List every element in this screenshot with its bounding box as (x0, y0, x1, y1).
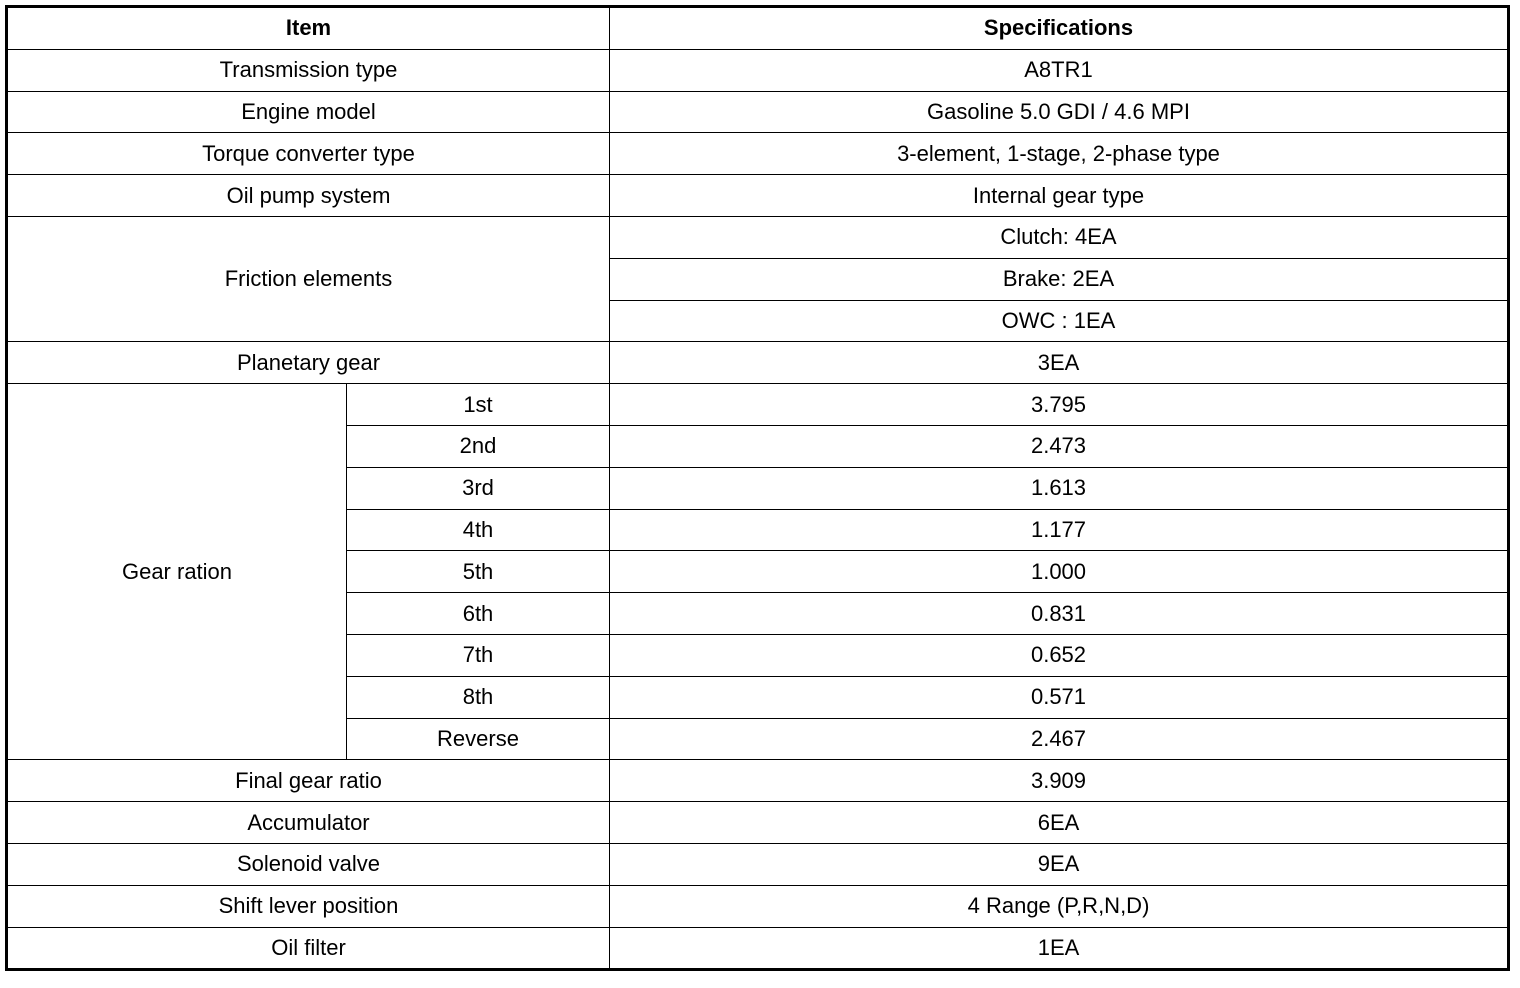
gear-value: 0.571 (610, 676, 1509, 718)
row-label-friction-elements: Friction elements (7, 216, 610, 341)
gear-label: 6th (347, 593, 610, 635)
gear-value: 0.652 (610, 634, 1509, 676)
gear-label: 4th (347, 509, 610, 551)
row-value: OWC : 1EA (610, 300, 1509, 342)
gear-value: 0.831 (610, 593, 1509, 635)
table-row (7, 216, 1509, 258)
gear-label: Reverse (347, 718, 610, 760)
table-row (7, 802, 1509, 844)
specifications-table (5, 5, 1510, 971)
row-value: 6EA (610, 802, 1509, 844)
row-label: Planetary gear (7, 342, 610, 384)
gear-label: 5th (347, 551, 610, 593)
gear-value: 2.467 (610, 718, 1509, 760)
row-value: 3.909 (610, 760, 1509, 802)
row-label: Shift lever position (7, 885, 610, 927)
header-specifications: Specifications (610, 7, 1509, 50)
row-value: 4 Range (P,R,N,D) (610, 885, 1509, 927)
row-value: Internal gear type (610, 175, 1509, 217)
gear-label: 2nd (347, 425, 610, 467)
row-label: Engine model (7, 91, 610, 133)
gear-label: 3rd (347, 467, 610, 509)
table-row (7, 49, 1509, 91)
row-value: 3EA (610, 342, 1509, 384)
table-row (7, 843, 1509, 885)
table-row (7, 342, 1509, 384)
row-label: Final gear ratio (7, 760, 610, 802)
gear-value: 3.795 (610, 384, 1509, 426)
row-value: Gasoline 5.0 GDI / 4.6 MPI (610, 91, 1509, 133)
gear-value: 1.000 (610, 551, 1509, 593)
table-row (7, 927, 1509, 970)
row-label: Torque converter type (7, 133, 610, 175)
gear-label: 8th (347, 676, 610, 718)
table-row (7, 760, 1509, 802)
row-value: A8TR1 (610, 49, 1509, 91)
row-value: Brake: 2EA (610, 258, 1509, 300)
gear-value: 2.473 (610, 425, 1509, 467)
header-item: Item (7, 7, 610, 50)
row-label: Oil pump system (7, 175, 610, 217)
row-value: 3-element, 1-stage, 2-phase type (610, 133, 1509, 175)
table-row (7, 175, 1509, 217)
table-row (7, 885, 1509, 927)
row-label: Transmission type (7, 49, 610, 91)
row-label-gear-ratio: Gear ration (7, 384, 347, 760)
row-label: Solenoid valve (7, 843, 610, 885)
gear-label: 1st (347, 384, 610, 426)
table-row (7, 384, 1509, 426)
row-value: 1EA (610, 927, 1509, 970)
gear-value: 1.177 (610, 509, 1509, 551)
row-value: Clutch: 4EA (610, 216, 1509, 258)
gear-label: 7th (347, 634, 610, 676)
row-value: 9EA (610, 843, 1509, 885)
row-label: Oil filter (7, 927, 610, 970)
table-row (7, 133, 1509, 175)
gear-value: 1.613 (610, 467, 1509, 509)
row-label: Accumulator (7, 802, 610, 844)
header-row (7, 7, 1509, 50)
table-row (7, 91, 1509, 133)
